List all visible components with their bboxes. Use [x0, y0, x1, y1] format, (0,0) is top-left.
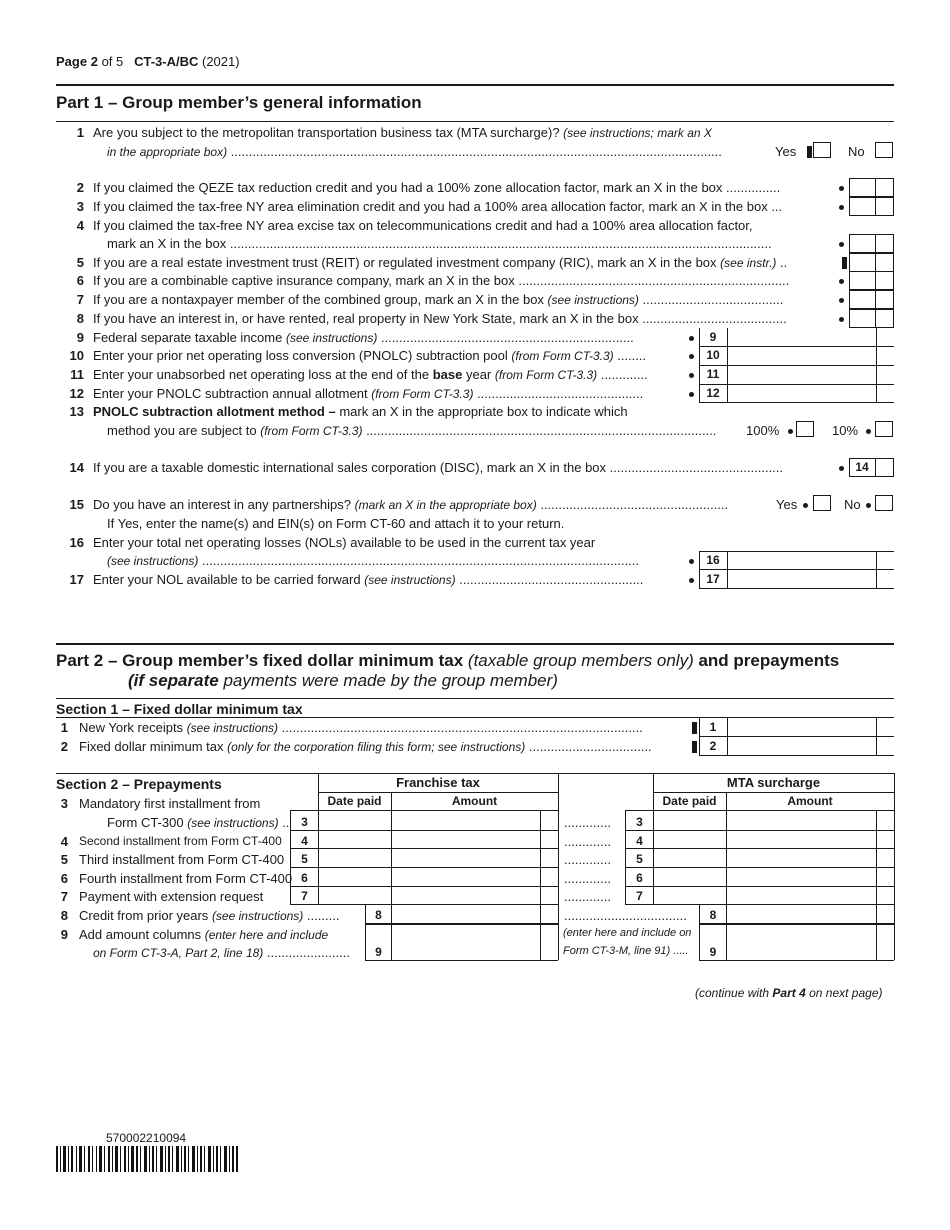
mta-row3-amount[interactable]	[727, 811, 876, 830]
row3-label-cont: Form CT-300 (see instructions) ..	[107, 815, 290, 830]
mta-yes-checkbox[interactable]	[813, 142, 831, 158]
mta-amount-header: Amount	[787, 794, 833, 808]
partnership-yes-checkbox[interactable]	[813, 495, 831, 511]
partnership-no-checkbox[interactable]	[875, 495, 893, 511]
line17-amount[interactable]	[728, 570, 876, 587]
line10-amount[interactable]	[728, 347, 876, 364]
line1-text-cont: in the appropriate box) ........................................................................................................................................	[107, 144, 722, 159]
s1-line2-text: Fixed dollar minimum tax (only for the corporation filing this form; see instructions) ..................................	[79, 739, 652, 754]
line5-box[interactable]	[849, 253, 894, 272]
ny-receipts-amount[interactable]	[728, 718, 876, 735]
franchise-row8-amount[interactable]	[392, 905, 540, 923]
fixed-dollar-min-tax-amount[interactable]	[728, 737, 876, 754]
option-10: 10%	[832, 423, 859, 438]
part2-subtitle: (if separate payments were made by the group member)	[128, 671, 558, 690]
line15-note: If Yes, enter the name(s) and EIN(s) on Form CT-60 and attach it to your return.	[107, 516, 565, 531]
line6-text: If you are a combinable captive insurance company, mark an X in the box ...........................................................................	[93, 273, 790, 288]
line15-yes: Yes	[776, 497, 798, 512]
line7-box[interactable]	[849, 290, 894, 309]
section2-title: Section 2 – Prepayments	[56, 776, 222, 792]
line4-text-cont: mark an X in the box ......................................................................................................................................................	[107, 236, 772, 251]
franchise-tax-header: Franchise tax	[396, 775, 480, 790]
row9-mta-note: (enter here and include on	[563, 927, 692, 939]
line15-text: Do you have an interest in any partnerships? (mark an X in the appropriate box) ....................................................	[93, 497, 729, 512]
mta-row3-date[interactable]	[654, 811, 726, 830]
line17-text: Enter your NOL available to be carried forward (see instructions) ...................................................	[93, 572, 644, 587]
franchise-total-amount[interactable]	[392, 925, 540, 960]
line5-text: If you are a real estate investment trust (REIT) or regulated investment company (RIC), mark an X in the box (see instr.) ..	[93, 255, 788, 270]
mta-date-paid-header: Date paid	[662, 794, 717, 808]
line3-text: If you claimed the tax-free NY area elimination credit and you had a 100% area allocation factor, mark an X in the box ...	[93, 199, 783, 214]
mta-surcharge-header: MTA surcharge	[726, 775, 821, 790]
method-100-checkbox[interactable]	[796, 421, 814, 437]
line12-text: Enter your PNOLC subtraction annual allotment (from Form CT-3.3) ..............................................	[93, 386, 644, 401]
line6-box[interactable]	[849, 271, 894, 290]
line8-text: If you have an interest in, or have rented, real property in New York State, mark an X in the box ........................................	[93, 311, 787, 326]
line13-text: PNOLC subtraction allotment method – mark an X in the appropriate box to indicate which	[93, 404, 628, 419]
page-header: Page 2 of 5 CT-3-A/BC (2021)	[56, 54, 240, 69]
continue-note: (continue with Part 4 on next page)	[695, 986, 883, 1000]
divider	[56, 84, 894, 86]
row6-label: Fourth installment from Form CT-400	[79, 871, 293, 886]
row9-label-cont: on Form CT-3-A, Part 2, line 18) .......................	[93, 945, 350, 960]
yes-label: Yes	[775, 144, 797, 159]
row9-label: Add amount columns (enter here and include	[79, 927, 329, 942]
line12-amount[interactable]	[728, 385, 876, 402]
divider	[56, 121, 894, 122]
s1-line1-text: New York receipts (see instructions) ....................................................................................................	[79, 720, 643, 735]
section1-title: Section 1 – Fixed dollar minimum tax	[56, 701, 303, 717]
row9-mta-note-cont: Form CT-3-M, line 91) .....	[563, 945, 689, 957]
line4-box[interactable]	[849, 234, 894, 253]
line11-text: Enter your unabsorbed net operating loss at the end of the base year (from Form CT-3.3) .............	[93, 367, 648, 382]
row8-label: Credit from prior years (see instructions) .........	[79, 908, 340, 923]
franchise-row3-amount[interactable]	[392, 811, 540, 830]
line10-text: Enter your prior net operating loss conversion (PNOLC) subtraction pool (from Form CT-3.3) ........	[93, 348, 647, 363]
franchise-amount-header: Amount	[451, 794, 498, 808]
line14-text: If you are a taxable domestic international sales corporation (DISC), mark an X in the box ................................................	[93, 460, 784, 475]
franchise-row3-date[interactable]	[319, 811, 391, 830]
row7-label: Payment with extension request	[79, 889, 264, 904]
mta-no-checkbox[interactable]	[875, 142, 893, 158]
no-label: No	[848, 144, 865, 159]
franchise-date-paid-header: Date paid	[327, 794, 382, 808]
barcode	[56, 1146, 239, 1172]
part2-title: Part 2 – Group member’s fixed dollar minimum tax (taxable group members only) and prepayments	[56, 651, 840, 670]
line13-text-cont: method you are subject to (from Form CT-3.3) .................................................................................................	[107, 423, 717, 438]
divider	[56, 643, 894, 645]
line16-text: Enter your total net operating losses (NOLs) available to be used in the current tax year	[93, 535, 596, 550]
line7-text: If you are a nontaxpayer member of the combined group, mark an X in the box (see instructions) .......................................	[93, 292, 784, 307]
line16-amount[interactable]	[728, 552, 876, 569]
mta-row8-amount[interactable]	[727, 905, 876, 923]
line1-text: Are you subject to the metropolitan transportation business tax (MTA surcharge)? (see instructions; mark an X	[93, 125, 712, 140]
option-100: 100%	[746, 423, 780, 438]
row4-label: Second installment from Form CT-400	[79, 834, 282, 848]
line2-text: If you claimed the QEZE tax reduction credit and you had a 100% zone allocation factor, mark an X in the box ...............	[93, 180, 781, 195]
line16-text-cont: (see instructions) .........................................................................................................................	[107, 553, 640, 568]
barcode-number: 570002210094	[106, 1131, 187, 1145]
line4-text: If you claimed the tax-free NY area excise tax on telecommunications credit and had a 100% area allocation factor,	[93, 218, 753, 233]
line11-amount[interactable]	[728, 366, 876, 383]
divider	[56, 698, 894, 699]
line8-box[interactable]	[849, 309, 894, 328]
row3-label: Mandatory first installment from	[79, 796, 261, 811]
row5-label: Third installment from Form CT-400	[79, 852, 285, 867]
method-10-checkbox[interactable]	[875, 421, 893, 437]
line9-text: Federal separate taxable income (see instructions) ......................................................................	[93, 330, 634, 345]
line3-box[interactable]	[849, 197, 894, 216]
mta-total-amount[interactable]	[727, 925, 876, 960]
part1-title: Part 1 – Group member’s general information	[56, 93, 422, 112]
line15-no: No	[844, 497, 861, 512]
line2-box[interactable]	[849, 178, 894, 197]
line9-amount[interactable]	[728, 329, 876, 346]
